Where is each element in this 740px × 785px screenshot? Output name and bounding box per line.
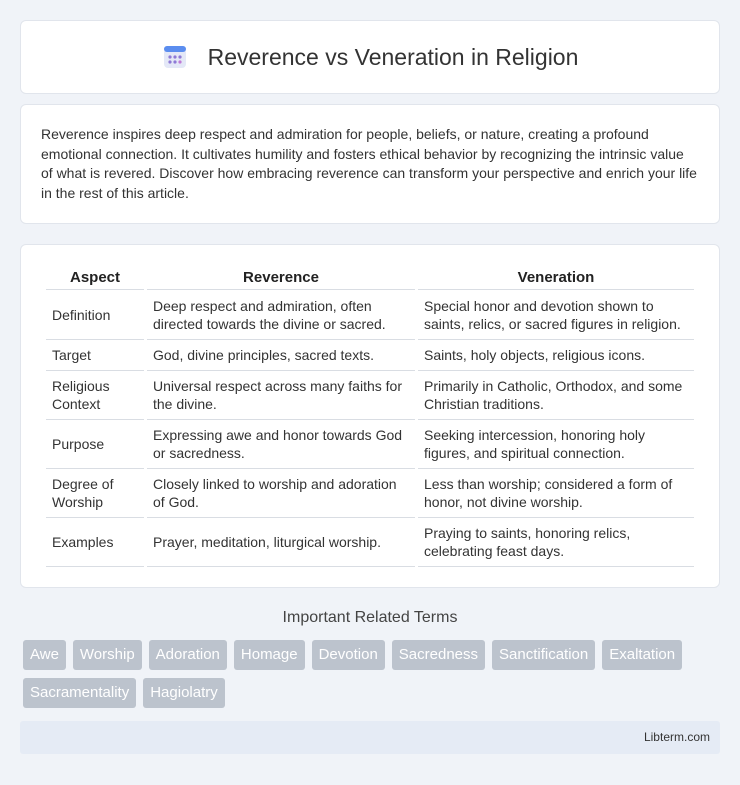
row-aspect: Target: [46, 340, 144, 371]
table-row: [46, 340, 694, 371]
tag-adoration[interactable]: Adoration: [149, 640, 227, 670]
table-row: [46, 518, 694, 567]
header-aspect: Aspect: [46, 265, 144, 290]
related-terms-list: [23, 640, 723, 708]
comparison-card: [20, 244, 720, 588]
row-aspect: Purpose: [46, 420, 144, 469]
table-row: [46, 290, 694, 340]
row-reverence: Deep respect and admiration, often directed towards the divine or sacred.: [147, 290, 415, 340]
row-aspect: Examples: [46, 518, 144, 567]
row-reverence: Closely linked to worship and adoration of God.: [147, 469, 415, 518]
row-veneration: Special honor and devotion shown to saints, relics, or sacred figures in religion.: [418, 290, 694, 340]
row-aspect: Degree of Worship: [46, 469, 144, 518]
tag-exaltation[interactable]: Exaltation: [602, 640, 682, 670]
table-header-row: [46, 265, 694, 290]
footer: [20, 721, 720, 754]
tag-homage[interactable]: Homage: [234, 640, 305, 670]
tag-worship[interactable]: Worship: [73, 640, 142, 670]
row-veneration: Saints, holy objects, religious icons.: [418, 340, 694, 371]
page-title: Reverence vs Veneration in Religion: [207, 43, 579, 70]
tag-devotion[interactable]: Devotion: [312, 640, 385, 670]
header-veneration: Veneration: [418, 265, 694, 290]
table-row: [46, 371, 694, 420]
title-card: [20, 20, 720, 94]
comparison-table: [43, 265, 697, 567]
tag-sacramentality[interactable]: Sacramentality: [23, 678, 136, 708]
row-reverence: Expressing awe and honor towards God or sacredness.: [147, 420, 415, 469]
tag-hagiolatry[interactable]: Hagiolatry: [143, 678, 225, 708]
row-aspect: Religious Context: [46, 371, 144, 420]
row-veneration: Less than worship; considered a form of honor, not divine worship.: [418, 469, 694, 518]
intro-text: Reverence inspires deep respect and admiration for people, beliefs, or nature, creating a profound emotional connection. It cultivates humility and fosters ethical behavior by recognizing the intrinsic value of what is revered. Discover how embracing reverence can transform your perspective and enrich your life in the rest of this article.: [41, 126, 697, 201]
row-veneration: Primarily in Catholic, Orthodox, and some Christian traditions.: [418, 371, 694, 420]
row-reverence: Universal respect across many faiths for the divine.: [147, 371, 415, 420]
related-terms-title: Important Related Terms: [282, 609, 458, 626]
table-row: [46, 420, 694, 469]
row-reverence: God, divine principles, sacred texts.: [147, 340, 415, 371]
table-icon: [162, 44, 188, 70]
row-veneration: Praying to saints, honoring relics, celebrating feast days.: [418, 518, 694, 567]
table-row: [46, 469, 694, 518]
row-reverence: Prayer, meditation, liturgical worship.: [147, 518, 415, 567]
tag-sacredness[interactable]: Sacredness: [392, 640, 485, 670]
intro-card: [20, 104, 720, 224]
header-reverence: Reverence: [147, 265, 415, 290]
row-aspect: Definition: [46, 290, 144, 340]
tag-awe[interactable]: Awe: [23, 640, 66, 670]
footer-site-link[interactable]: Libterm.com: [643, 730, 710, 744]
tag-sanctification[interactable]: Sanctification: [492, 640, 595, 670]
row-veneration: Seeking intercession, honoring holy figures, and spiritual connection.: [418, 420, 694, 469]
